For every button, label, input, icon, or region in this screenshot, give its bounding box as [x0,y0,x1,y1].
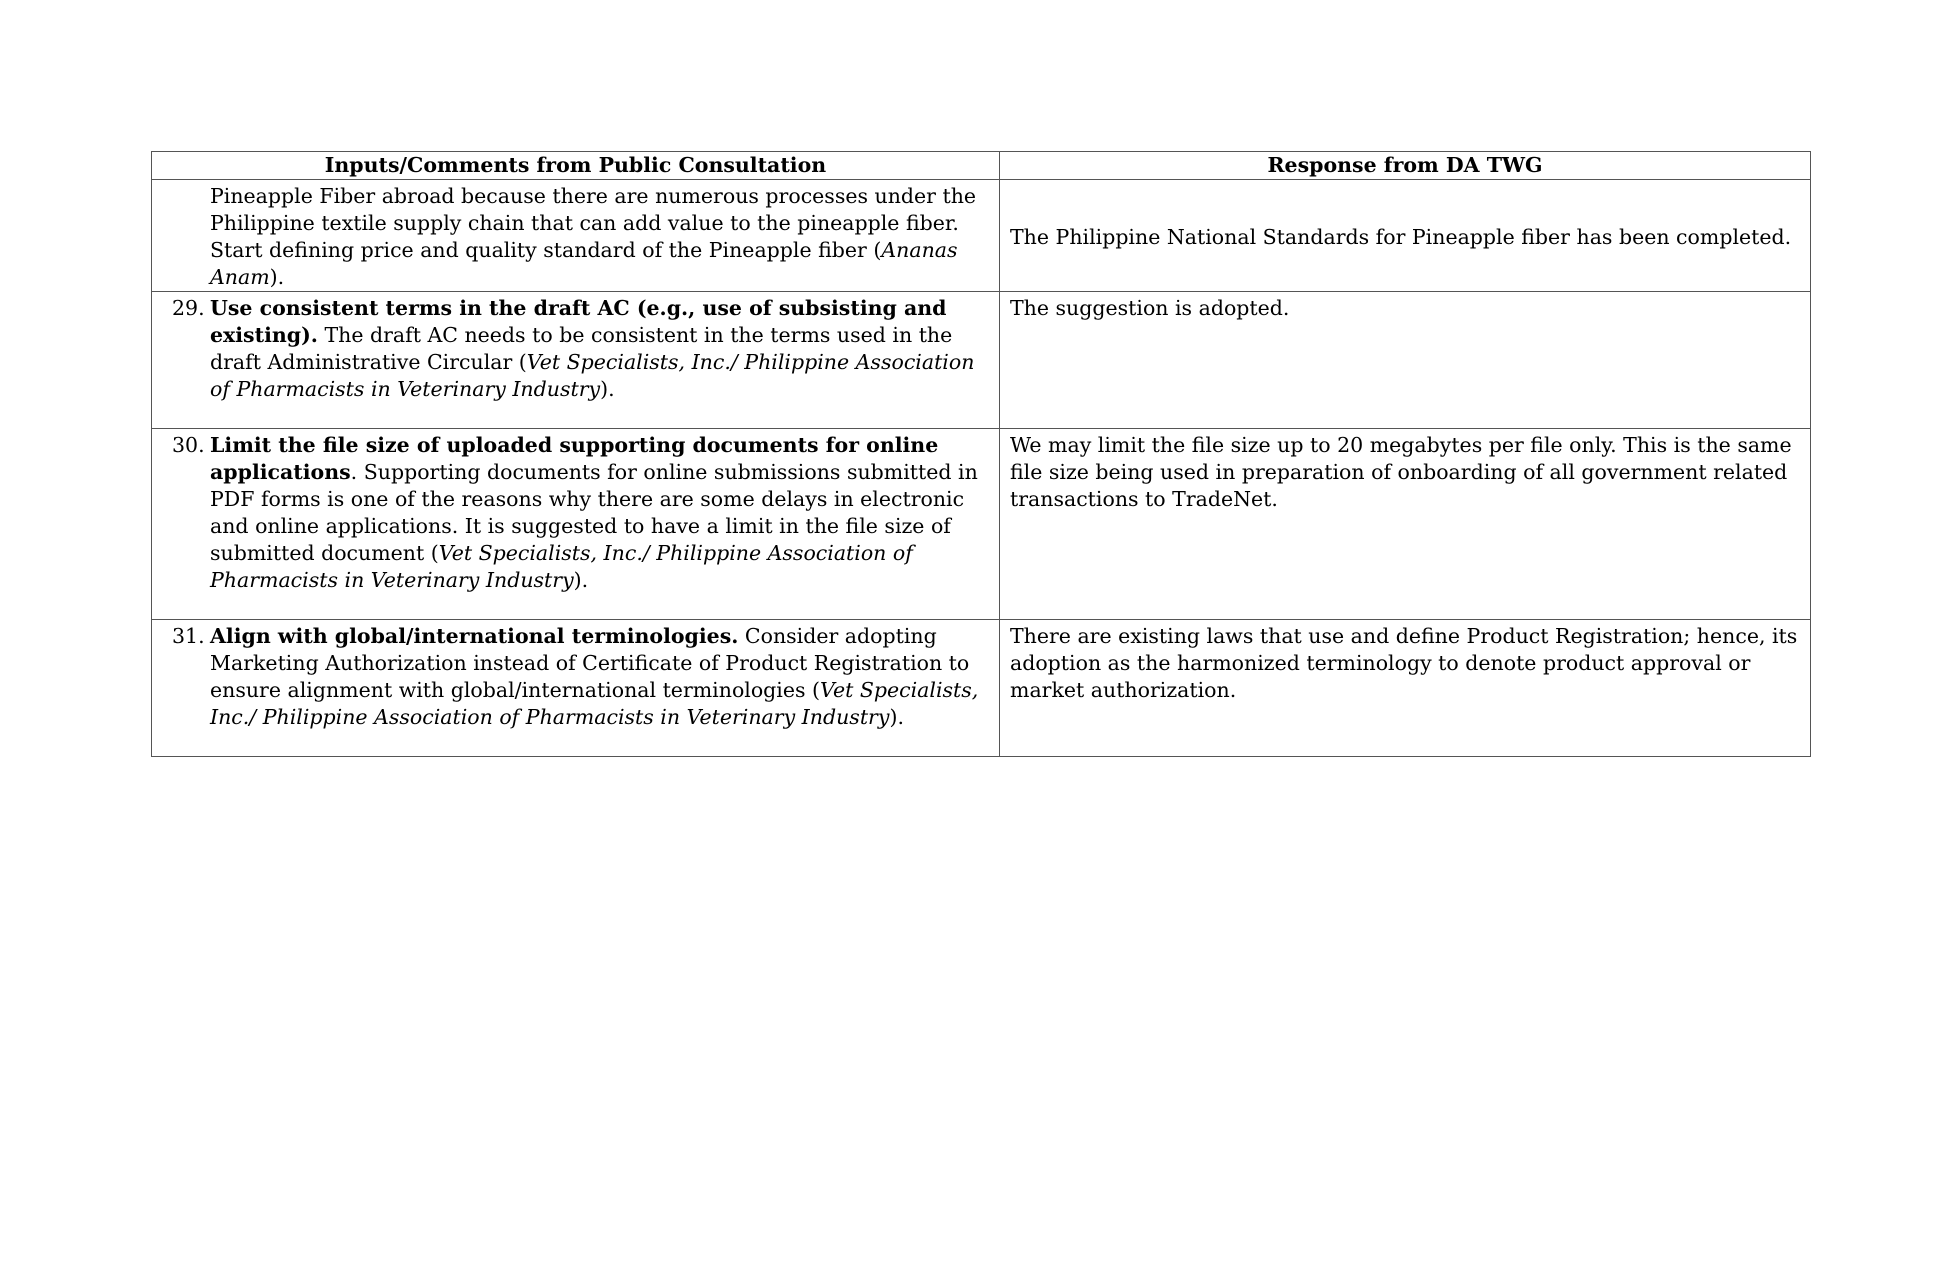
comment-heading: Limit the file size of uploaded supporting documents for online applications [210,433,939,484]
comment-text: Pineapple Fiber abroad because there are numerous processes under the Philippine textile supply chain that can add value to the pineapple fiber. Start defining price and quality standard of the Pineapple fiber ( [210,184,977,262]
comment-end: ). [600,377,615,401]
response-cell: The suggestion is adopted. [1000,292,1811,429]
comment-text: . Supporting documents for online submissions submitted in PDF forms is one of the reasons why there are some delays in electronic and online applications. It is suggested to have a limit in the file size of submitted document ( [210,460,978,565]
input-comment [162,623,989,731]
table-row [152,620,1811,757]
comment-end: ). [573,568,589,592]
comment-source: Vet Specialists, Inc./ Philippine Association of Pharmacists in Veterinary Industry [210,678,979,729]
item-number: 30. [172,433,205,457]
response-cell: We may limit the file size up to 20 megabytes per file only. This is the same file size being used in preparation of onboarding of all government related transactions to TradeNet. [1000,429,1811,620]
input-comment [162,432,989,594]
comment-source: Ananas Anam [210,238,958,289]
table-row [152,180,1811,292]
comment-source: Vet Specialists, Inc./ Philippine Association of Pharmacists in Veterinary Industry [210,541,913,592]
table-row [152,292,1811,429]
comment-heading: Align with global/international terminologies. [210,624,739,648]
comment-end: ). [889,705,904,729]
consultation-table [151,151,1811,757]
comment-end: ). [269,265,285,289]
response-cell: There are existing laws that use and define Product Registration; hence, its adoption as the harmonized terminology to denote product approval or market authorization. [1000,620,1811,757]
input-cell [152,620,1000,757]
table-row [152,429,1811,620]
item-number: 31. [172,624,205,648]
input-comment [162,295,989,403]
comment-source: Vet Specialists, Inc./ Philippine Association of Pharmacists in Veterinary Industry [210,350,975,401]
header-inputs: Inputs/Comments from Public Consultation [152,152,1000,180]
table-header-row [152,152,1811,180]
response-cell: The Philippine National Standards for Pineapple fiber has been completed. [1000,180,1811,292]
header-response: Response from DA TWG [1000,152,1811,180]
comment-text: Consider adopting Marketing Authorization instead of Certificate of Product Registration to ensure alignment with global/international terminologies ( [210,624,970,702]
input-comment [162,183,989,291]
input-cell [152,180,1000,292]
input-cell [152,292,1000,429]
comment-text: The draft AC needs to be consistent in the terms used in the draft Administrative Circular ( [210,323,953,374]
input-cell [152,429,1000,620]
comment-heading: Use consistent terms in the draft AC (e.g., use of subsisting and existing). [210,296,947,347]
item-number: 29. [172,296,205,320]
